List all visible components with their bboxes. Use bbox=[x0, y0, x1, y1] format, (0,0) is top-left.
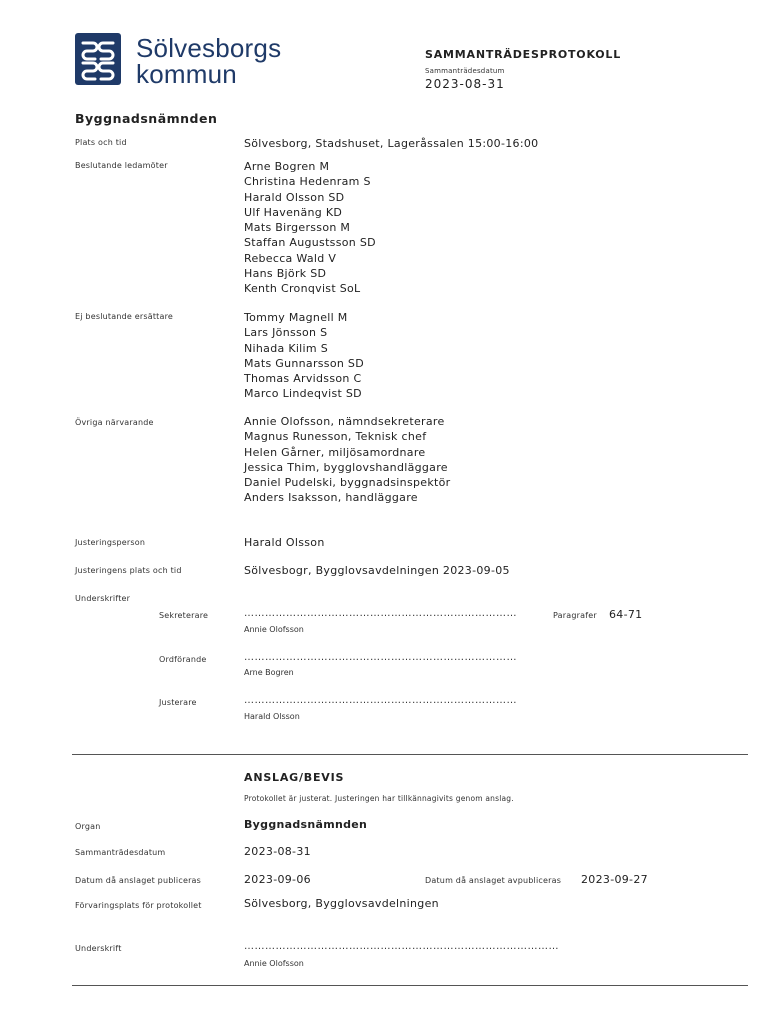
paragraphs-value: 64-71 bbox=[609, 608, 643, 621]
others-label: Övriga närvarande bbox=[75, 418, 154, 427]
list-item: Tommy Magnell M bbox=[244, 311, 348, 324]
divider bbox=[72, 754, 748, 755]
sig-secretary-line: …………………………………………………………………… bbox=[244, 608, 517, 619]
notice-signature-line: ……………………………………………………………………………… bbox=[244, 941, 559, 952]
list-item: Helen Gårner, miljösamordnare bbox=[244, 445, 426, 459]
adjuster-value: Harald Olsson bbox=[244, 536, 325, 549]
organ-label: Organ bbox=[75, 822, 101, 831]
unpublished-label: Datum då anslaget avpubliceras bbox=[425, 876, 562, 885]
list-item: Arne Bogren M bbox=[244, 160, 330, 173]
sig-chair-name: Arne Bogren bbox=[244, 668, 294, 677]
sig-chair-line: …………………………………………………………………… bbox=[244, 652, 517, 663]
list-item: Marco Lindeqvist SD bbox=[244, 387, 362, 401]
sig-chair-label: Ordförande bbox=[159, 655, 207, 664]
list-item: Harald Olsson SD bbox=[244, 190, 345, 204]
list-item: Lars Jönsson S bbox=[244, 326, 328, 340]
published-label: Datum då anslaget publiceras bbox=[75, 876, 202, 885]
place-label: Plats och tid bbox=[75, 138, 127, 147]
storage-label: Förvaringsplats för protokollet bbox=[75, 901, 202, 910]
sig-adjuster-name: Harald Olsson bbox=[244, 712, 300, 721]
list-item: Magnus Runesson, Teknisk chef bbox=[244, 430, 427, 444]
list-item: Nihada Kilim S bbox=[244, 341, 328, 355]
header-date-label: Sammanträdesdatum bbox=[425, 67, 505, 75]
list-item: Christina Hedenram S bbox=[244, 175, 371, 189]
meeting-date-label: Sammanträdesdatum bbox=[75, 848, 166, 857]
published-value: 2023-09-06 bbox=[244, 873, 311, 886]
sig-adjuster-label: Justerare bbox=[159, 698, 197, 707]
list-item: Rebecca Wald V bbox=[244, 251, 337, 265]
list-item: Ulf Havenäng KD bbox=[244, 205, 343, 219]
brand-name-line1: Sölvesborgs bbox=[136, 33, 282, 63]
list-item: Mats Gunnarsson SD bbox=[244, 356, 364, 370]
notice-signature-name: Annie Olofsson bbox=[244, 959, 304, 968]
header-date: 2023-08-31 bbox=[425, 77, 505, 91]
signatures-label: Underskrifter bbox=[75, 594, 131, 603]
meeting-date-value: 2023-08-31 bbox=[244, 845, 311, 858]
storage-value: Sölvesborg, Bygglovsavdelningen bbox=[244, 897, 439, 910]
organ-value: Byggnadsnämnden bbox=[244, 818, 368, 831]
others-list bbox=[244, 414, 450, 506]
adjust-place-value: Sölvesbogr, Bygglovsavdelningen 2023-09-05 bbox=[244, 564, 510, 577]
list-item: Daniel Pudelski, byggnadsinspektör bbox=[244, 476, 451, 490]
substitutes-label: Ej beslutande ersättare bbox=[75, 312, 174, 321]
list-item: Staffan Augustsson SD bbox=[244, 236, 376, 250]
voting-members-list bbox=[244, 159, 376, 297]
notice-signature-label: Underskrift bbox=[75, 944, 122, 953]
adjust-place-label: Justeringens plats och tid bbox=[75, 566, 182, 575]
list-item: Mats Birgersson M bbox=[244, 221, 351, 235]
list-item: Hans Björk SD bbox=[244, 267, 327, 281]
document-type: SAMMANTRÄDESPROTOKOLL bbox=[425, 48, 622, 61]
sig-secretary-name: Annie Olofsson bbox=[244, 625, 304, 634]
list-item: Anders Isaksson, handläggare bbox=[244, 491, 418, 505]
sig-secretary-label: Sekreterare bbox=[159, 611, 209, 620]
notice-subtitle: Protokollet är justerat. Justeringen har tillkännagivits genom anslag. bbox=[244, 794, 514, 803]
list-item: Annie Olofsson, nämndsekreterare bbox=[244, 415, 445, 428]
substitutes-list bbox=[244, 310, 364, 402]
paragraphs-label: Paragrafer bbox=[553, 611, 597, 620]
place-value: Sölvesborg, Stadshuset, Lageråssalen 15:00-16:00 bbox=[244, 137, 539, 150]
committee-title: Byggnadsnämnden bbox=[75, 111, 218, 126]
brand-name-line2: kommun bbox=[136, 59, 237, 89]
municipal-logo-icon bbox=[75, 33, 121, 85]
adjuster-label: Justeringsperson bbox=[75, 538, 146, 547]
sig-adjuster-line: …………………………………………………………………… bbox=[244, 695, 517, 706]
list-item: Jessica Thim, bygglovshandläggare bbox=[244, 460, 448, 474]
notice-title: ANSLAG/BEVIS bbox=[244, 771, 345, 784]
list-item: Kenth Cronqvist SoL bbox=[244, 282, 361, 296]
divider bbox=[72, 985, 748, 986]
voting-members-label: Beslutande ledamöter bbox=[75, 161, 168, 170]
list-item: Thomas Arvidsson C bbox=[244, 372, 362, 386]
unpublished-value: 2023-09-27 bbox=[581, 873, 648, 886]
